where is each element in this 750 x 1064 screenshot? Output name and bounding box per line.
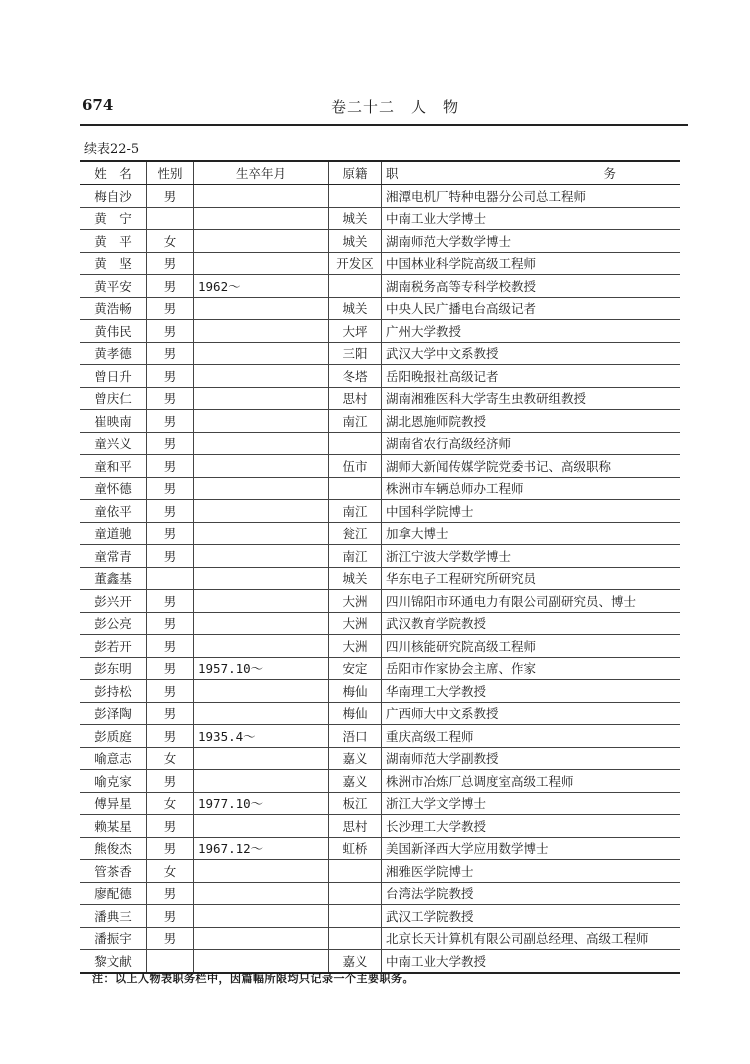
cell-name: 童和平 <box>80 455 147 478</box>
cell-sex: 男 <box>147 657 194 680</box>
cell-origin: 虹桥 <box>329 837 382 860</box>
cell-origin <box>329 905 382 928</box>
table-row <box>80 657 680 680</box>
column-header-sex: 性别 <box>147 161 194 185</box>
cell-sex: 男 <box>147 185 194 208</box>
cell-origin: 安定 <box>329 657 382 680</box>
cell-sex: 男 <box>147 297 194 320</box>
cell-name: 梅自沙 <box>80 185 147 208</box>
cell-birth <box>194 297 329 320</box>
table-row <box>80 297 680 320</box>
table-row <box>80 522 680 545</box>
table-row <box>80 882 680 905</box>
column-header-birth: 生卒年月 <box>194 161 329 185</box>
cell-post: 岳阳晚报社高级记者 <box>382 365 681 388</box>
cell-name: 潘典三 <box>80 905 147 928</box>
cell-name: 童常青 <box>80 545 147 568</box>
cell-birth <box>194 500 329 523</box>
cell-name: 彭持松 <box>80 680 147 703</box>
cell-post: 株洲市车辆总师办工程师 <box>382 477 681 500</box>
cell-birth <box>194 320 329 343</box>
cell-sex: 男 <box>147 545 194 568</box>
table-row <box>80 500 680 523</box>
cell-sex: 男 <box>147 702 194 725</box>
footnote: 注：以上人物表职务栏中，因篇幅所限均只记录一个主要职务。 <box>92 972 414 985</box>
cell-sex: 女 <box>147 747 194 770</box>
cell-sex: 男 <box>147 927 194 950</box>
cell-name: 彭公亮 <box>80 612 147 635</box>
cell-name: 喻意志 <box>80 747 147 770</box>
cell-origin: 瓮江 <box>329 522 382 545</box>
cell-name: 崔映南 <box>80 410 147 433</box>
cell-origin: 思村 <box>329 387 382 410</box>
table-row <box>80 432 680 455</box>
table-row <box>80 230 680 253</box>
chapter-title: 卷二十二 人 物 <box>330 98 459 116</box>
table-row <box>80 455 680 478</box>
cell-sex: 男 <box>147 275 194 298</box>
cell-post: 湖南税务高等专科学校教授 <box>382 275 681 298</box>
cell-birth <box>194 477 329 500</box>
table-row <box>80 477 680 500</box>
table-row <box>80 702 680 725</box>
cell-origin: 大坪 <box>329 320 382 343</box>
cell-birth: 1962～ <box>194 275 329 298</box>
table-row <box>80 320 680 343</box>
page-number: 674 <box>82 96 114 114</box>
cell-name: 喻克家 <box>80 770 147 793</box>
cell-post: 株洲市冶炼厂总调度室高级工程师 <box>382 770 681 793</box>
table-row <box>80 635 680 658</box>
cell-post: 广州大学教授 <box>382 320 681 343</box>
cell-birth <box>194 387 329 410</box>
cell-sex: 男 <box>147 680 194 703</box>
cell-sex: 男 <box>147 410 194 433</box>
cell-post: 四川锦阳市环通电力有限公司副研究员、博士 <box>382 590 681 613</box>
table-label: 续表22-5 <box>84 142 140 157</box>
table-header-row <box>80 161 680 185</box>
cell-origin: 大洲 <box>329 590 382 613</box>
table-row <box>80 612 680 635</box>
table-row <box>80 905 680 928</box>
table-row <box>80 365 680 388</box>
cell-sex: 男 <box>147 455 194 478</box>
cell-birth <box>194 545 329 568</box>
cell-origin: 三阳 <box>329 342 382 365</box>
cell-post: 武汉工学院教授 <box>382 905 681 928</box>
cell-birth: 1977.10～ <box>194 792 329 815</box>
cell-name: 黄 坚 <box>80 252 147 275</box>
cell-origin: 伍市 <box>329 455 382 478</box>
cell-post: 中央人民广播电台高级记者 <box>382 297 681 320</box>
cell-origin: 城关 <box>329 230 382 253</box>
cell-sex: 男 <box>147 320 194 343</box>
table-row <box>80 342 680 365</box>
cell-post: 中国科学院博士 <box>382 500 681 523</box>
cell-name: 童怀德 <box>80 477 147 500</box>
cell-origin: 开发区 <box>329 252 382 275</box>
cell-post: 湘潭电机厂特种电器分公司总工程师 <box>382 185 681 208</box>
cell-birth: 1967.12～ <box>194 837 329 860</box>
cell-origin: 板江 <box>329 792 382 815</box>
table-row <box>80 837 680 860</box>
cell-post: 加拿大博士 <box>382 522 681 545</box>
table-row <box>80 185 680 208</box>
cell-post: 浙江宁波大学数学博士 <box>382 545 681 568</box>
cell-sex: 男 <box>147 252 194 275</box>
cell-name: 黄平安 <box>80 275 147 298</box>
cell-post: 湖南省农行高级经济师 <box>382 432 681 455</box>
cell-name: 彭兴开 <box>80 590 147 613</box>
cell-post: 湘雅医学院博士 <box>382 860 681 883</box>
cell-post: 湖南师范大学副教授 <box>382 747 681 770</box>
table-row <box>80 590 680 613</box>
cell-sex: 男 <box>147 770 194 793</box>
cell-sex: 男 <box>147 725 194 748</box>
cell-sex: 男 <box>147 590 194 613</box>
cell-origin: 南江 <box>329 545 382 568</box>
cell-birth <box>194 365 329 388</box>
cell-birth <box>194 770 329 793</box>
cell-origin: 梅仙 <box>329 680 382 703</box>
column-header-name: 姓 名 <box>80 161 147 185</box>
cell-birth <box>194 882 329 905</box>
cell-origin <box>329 477 382 500</box>
header-rule <box>80 124 688 126</box>
cell-origin <box>329 275 382 298</box>
cell-birth <box>194 207 329 230</box>
cell-name: 彭泽陶 <box>80 702 147 725</box>
table-row <box>80 410 680 433</box>
cell-name: 董鑫基 <box>80 567 147 590</box>
cell-birth <box>194 252 329 275</box>
cell-name: 赖某星 <box>80 815 147 838</box>
cell-post: 华东电子工程研究所研究员 <box>382 567 681 590</box>
people-table <box>80 160 680 974</box>
cell-name: 潘振宇 <box>80 927 147 950</box>
cell-origin: 城关 <box>329 297 382 320</box>
cell-post: 四川核能研究院高级工程师 <box>382 635 681 658</box>
cell-name: 傅异星 <box>80 792 147 815</box>
table-row <box>80 387 680 410</box>
cell-post: 湖师大新闻传媒学院党委书记、高级职称 <box>382 455 681 478</box>
cell-birth <box>194 680 329 703</box>
cell-birth: 1935.4～ <box>194 725 329 748</box>
cell-birth <box>194 927 329 950</box>
cell-sex: 男 <box>147 815 194 838</box>
cell-origin: 城关 <box>329 207 382 230</box>
table-row <box>80 207 680 230</box>
cell-sex <box>147 207 194 230</box>
cell-sex: 女 <box>147 792 194 815</box>
cell-name: 黄浩畅 <box>80 297 147 320</box>
cell-birth <box>194 455 329 478</box>
cell-name: 彭若开 <box>80 635 147 658</box>
table-row <box>80 860 680 883</box>
cell-origin: 大洲 <box>329 612 382 635</box>
cell-birth <box>194 702 329 725</box>
cell-origin <box>329 185 382 208</box>
cell-name: 童兴义 <box>80 432 147 455</box>
cell-sex: 男 <box>147 387 194 410</box>
cell-post: 台湾法学院教授 <box>382 882 681 905</box>
table-row <box>80 747 680 770</box>
cell-name: 廖配德 <box>80 882 147 905</box>
cell-post: 美国新泽西大学应用数学博士 <box>382 837 681 860</box>
cell-origin <box>329 927 382 950</box>
cell-birth: 1957.10～ <box>194 657 329 680</box>
cell-name: 彭东明 <box>80 657 147 680</box>
cell-name: 黄孝德 <box>80 342 147 365</box>
cell-name: 曾庆仁 <box>80 387 147 410</box>
cell-post: 长沙理工大学教授 <box>382 815 681 838</box>
cell-origin: 冬塔 <box>329 365 382 388</box>
cell-sex: 男 <box>147 477 194 500</box>
cell-birth <box>194 567 329 590</box>
cell-sex: 男 <box>147 500 194 523</box>
cell-sex: 男 <box>147 432 194 455</box>
cell-origin <box>329 860 382 883</box>
cell-birth <box>194 815 329 838</box>
table-row <box>80 545 680 568</box>
cell-post: 岳阳市作家协会主席、作家 <box>382 657 681 680</box>
table-row <box>80 567 680 590</box>
cell-birth <box>194 185 329 208</box>
cell-birth <box>194 410 329 433</box>
cell-post: 湖北恩施师院教授 <box>382 410 681 433</box>
cell-origin: 嘉义 <box>329 747 382 770</box>
cell-post: 华南理工大学教授 <box>382 680 681 703</box>
cell-sex: 男 <box>147 342 194 365</box>
cell-sex: 女 <box>147 230 194 253</box>
cell-post: 浙江大学文学博士 <box>382 792 681 815</box>
cell-name: 熊俊杰 <box>80 837 147 860</box>
cell-origin: 嘉义 <box>329 770 382 793</box>
cell-birth <box>194 432 329 455</box>
table-row <box>80 252 680 275</box>
cell-post: 中国林业科学院高级工程师 <box>382 252 681 275</box>
column-header-origin: 原籍 <box>329 161 382 185</box>
cell-origin: 城关 <box>329 567 382 590</box>
column-header-post: 职 务 <box>382 161 681 185</box>
cell-sex: 男 <box>147 905 194 928</box>
cell-post: 武汉教育学院教授 <box>382 612 681 635</box>
cell-post: 广西师大中文系教授 <box>382 702 681 725</box>
cell-sex: 女 <box>147 860 194 883</box>
cell-origin <box>329 882 382 905</box>
cell-name: 童道驰 <box>80 522 147 545</box>
cell-sex: 男 <box>147 882 194 905</box>
cell-origin: 大洲 <box>329 635 382 658</box>
cell-post: 重庆高级工程师 <box>382 725 681 748</box>
cell-post: 中南工业大学教授 <box>382 950 681 973</box>
cell-name: 童依平 <box>80 500 147 523</box>
table-row <box>80 815 680 838</box>
cell-origin: 思村 <box>329 815 382 838</box>
cell-name: 曾日升 <box>80 365 147 388</box>
cell-sex <box>147 567 194 590</box>
cell-post: 北京长天计算机有限公司副总经理、高级工程师 <box>382 927 681 950</box>
cell-post: 湖南湘雅医科大学寄生虫教研组教授 <box>382 387 681 410</box>
cell-birth <box>194 342 329 365</box>
table-row <box>80 680 680 703</box>
cell-origin: 南江 <box>329 410 382 433</box>
cell-birth <box>194 230 329 253</box>
table-row <box>80 770 680 793</box>
cell-birth <box>194 747 329 770</box>
cell-name: 彭质庭 <box>80 725 147 748</box>
cell-sex: 男 <box>147 522 194 545</box>
cell-origin <box>329 432 382 455</box>
cell-sex: 男 <box>147 365 194 388</box>
cell-name: 管茶香 <box>80 860 147 883</box>
cell-sex: 男 <box>147 837 194 860</box>
cell-birth <box>194 590 329 613</box>
cell-name: 黄 平 <box>80 230 147 253</box>
cell-birth <box>194 905 329 928</box>
table-row <box>80 927 680 950</box>
cell-post: 中南工业大学博士 <box>382 207 681 230</box>
cell-birth <box>194 612 329 635</box>
cell-origin: 浯口 <box>329 725 382 748</box>
cell-birth <box>194 635 329 658</box>
cell-post: 湖南师范大学数学博士 <box>382 230 681 253</box>
cell-sex: 男 <box>147 635 194 658</box>
table-row <box>80 792 680 815</box>
cell-birth <box>194 522 329 545</box>
cell-name: 黎文献 <box>80 950 147 973</box>
cell-birth <box>194 860 329 883</box>
table-row <box>80 725 680 748</box>
cell-origin: 南江 <box>329 500 382 523</box>
cell-origin: 嘉义 <box>329 950 382 973</box>
cell-name: 黄 宁 <box>80 207 147 230</box>
cell-name: 黄伟民 <box>80 320 147 343</box>
cell-sex: 男 <box>147 612 194 635</box>
cell-origin: 梅仙 <box>329 702 382 725</box>
cell-post: 武汉大学中文系教授 <box>382 342 681 365</box>
table-row <box>80 275 680 298</box>
